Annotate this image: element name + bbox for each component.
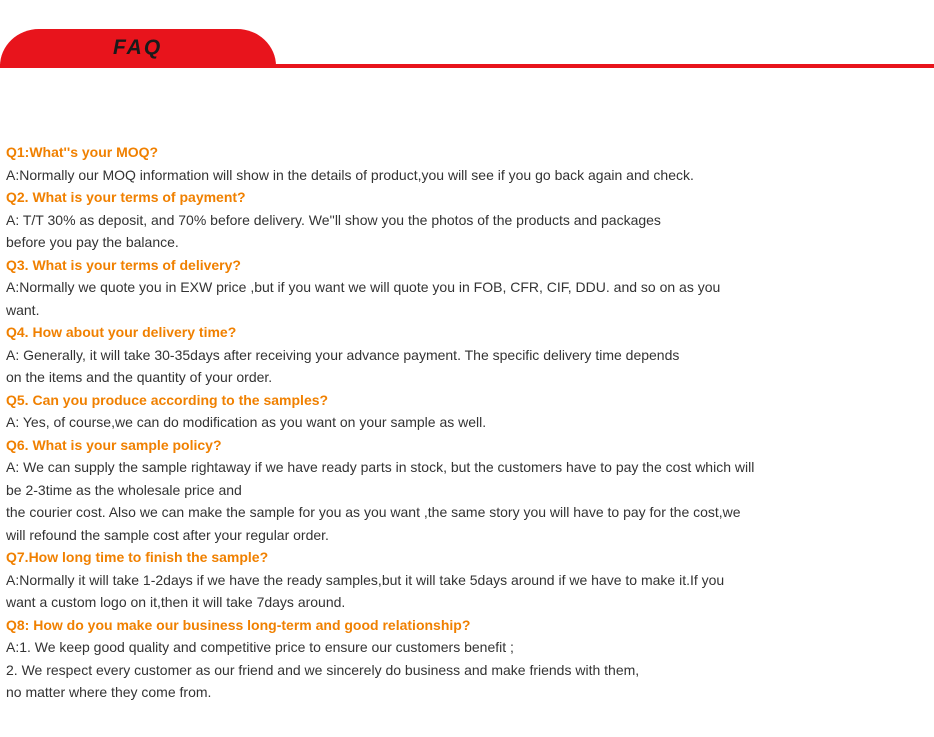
faq-item [6, 614, 926, 704]
faq-answer-line: A:Normally we quote you in EXW price ,but if you want we will quote you in FOB, CFR, CIF, DDU. and so on as you [6, 279, 721, 295]
faq-header [0, 0, 934, 70]
faq-item [6, 434, 926, 547]
faq-answer-line: will refound the sample cost after your regular order. [6, 526, 329, 543]
faq-answer-line: 2. We respect every customer as our friend and we sincerely do business and make friends with them, [6, 661, 640, 678]
faq-answer-line: A: We can supply the sample rightaway if we have ready parts in stock, but the customers have to pay the cost which will [6, 459, 755, 475]
faq-answer-line: want a custom logo on it,then it will take 7days around. [6, 594, 346, 610]
faq-answer-line: A:Normally our MOQ information will show in the details of product,you will see if you go back again and check. [6, 166, 694, 183]
faq-answer-line: A: Generally, it will take 30-35days after receiving your advance payment. The specific delivery time depends [6, 346, 680, 363]
faq-question: Q1:What''s your MOQ? [6, 144, 159, 160]
faq-list [6, 141, 926, 704]
faq-question: Q2. What is your terms of payment? [6, 189, 246, 205]
faq-answer-line: be 2-3time as the wholesale price and [6, 481, 242, 498]
faq-question: Q4. How about your delivery time? [6, 324, 237, 340]
header-divider-line [0, 64, 934, 68]
faq-answer-line: want. [6, 301, 40, 318]
faq-item [6, 186, 926, 254]
faq-question: Q6. What is your sample policy? [6, 436, 222, 453]
faq-answer-line: no matter where they come from. [6, 684, 212, 700]
faq-answer-line: A: T/T 30% as deposit, and 70% before delivery. We''ll show you the photos of the products and packages [6, 211, 661, 228]
faq-answer-line: A:Normally it will take 1-2days if we have the ready samples,but it will take 5days around if we have to make it.If you [6, 571, 725, 588]
faq-item [6, 546, 926, 614]
page-title: FAQ [113, 36, 163, 59]
faq-answer-line: on the items and the quantity of your order. [6, 369, 273, 385]
faq-item [6, 321, 926, 389]
faq-question: Q3. What is your terms of delivery? [6, 256, 241, 273]
faq-answer-line: before you pay the balance. [6, 234, 179, 250]
faq-item [6, 141, 926, 186]
faq-item [6, 254, 926, 322]
faq-answer-line: the courier cost. Also we can make the sample for you as you want ,the same story you will have to pay for the cost,we [6, 504, 741, 520]
faq-answer-line: A: Yes, of course,we can do modification as you want on your sample as well. [6, 414, 487, 430]
faq-answer-line: A:1. We keep good quality and competitive price to ensure our customers benefit ; [6, 639, 514, 655]
faq-question: Q7.How long time to finish the sample? [6, 549, 269, 565]
faq-question: Q8: How do you make our business long-term and good relationship? [6, 616, 471, 633]
faq-question: Q5. Can you produce according to the samples? [6, 391, 329, 408]
faq-item [6, 389, 926, 434]
